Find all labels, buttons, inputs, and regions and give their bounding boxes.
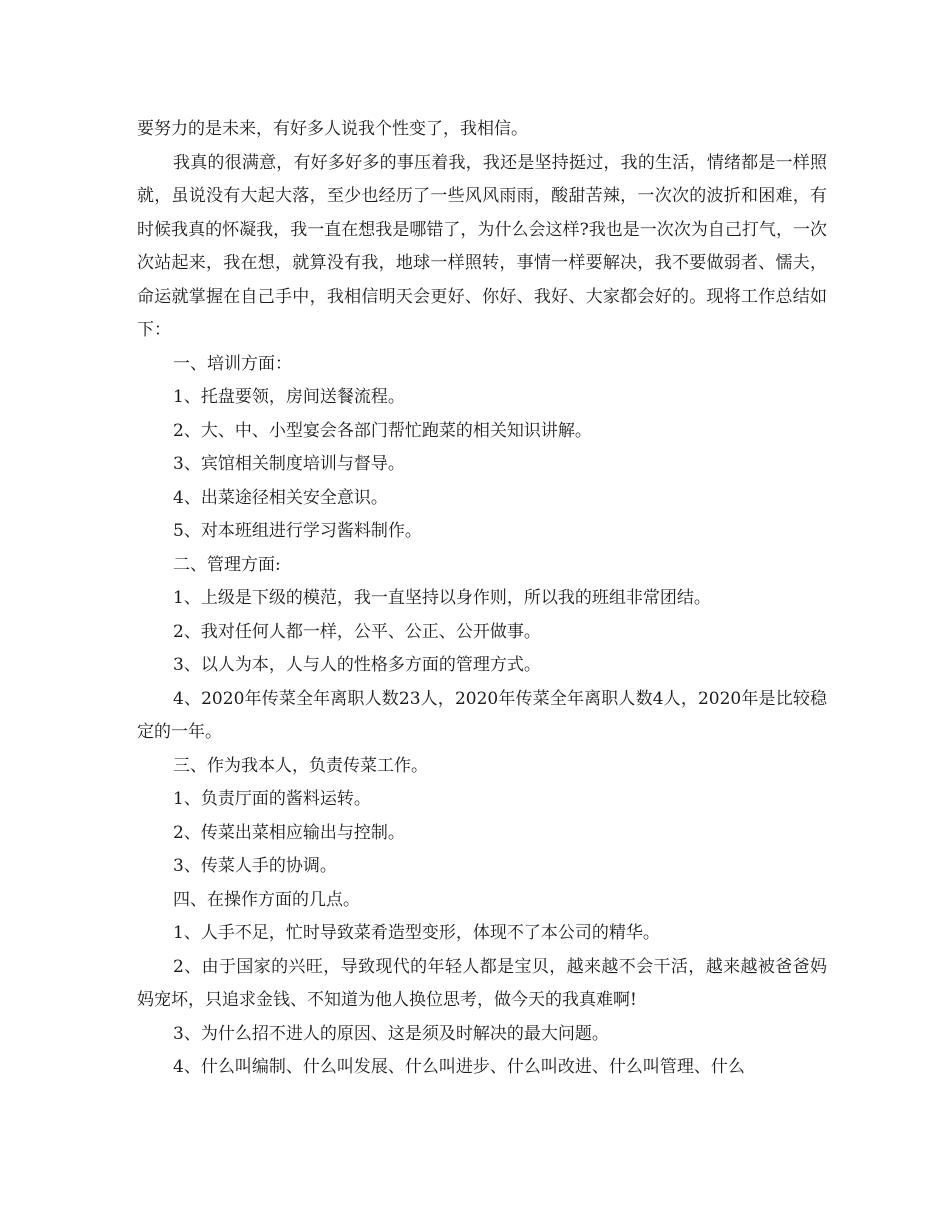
list-item: 2、我对任何人都一样，公平、公正、公开做事。 [173,621,541,642]
paragraph-continuation: 要努力的是未来，有好多人说我个性变了，我相信。 [137,119,528,139]
list-item: 2、大、中、小型宴会各部门帮忙跑菜的相关知识讲解。 [173,420,592,441]
section-heading-operations: 四、在操作方面的几点。 [173,889,360,910]
list-item: 1、人手不足，忙时导致菜肴造型变形，体现不了本公司的精华。 [173,923,660,943]
list-item: 2、由于国家的兴旺，导致现代的年轻人都是宝贝，越来越不会干活，越来越被爸爸妈妈宠坏，只追求金钱、不知道为他人换位思考，做今天的我真难啊! [137,956,827,1010]
list-item: 3、以人为本，人与人的性格多方面的管理方式。 [173,655,541,675]
list-item: 1、负责厅面的酱料运转。 [173,789,371,809]
section-heading-management: 二、管理方面: [173,554,281,575]
list-item: 4、2020年传菜全年离职人数23人，2020年传菜全年离职人数4人，2020年是比较稳定的一年。 [137,688,827,742]
section-heading-training: 一、培训方面： [173,353,292,374]
document-body [137,113,827,1085]
list-item: 2、传菜出菜相应输出与控制。 [173,822,405,843]
section-heading-personal: 三、作为我本人，负责传菜工作。 [173,755,428,776]
list-item: 1、上级是下级的模范，我一直坚持以身作则，所以我的班组非常团结。 [173,588,711,608]
list-item: 1、托盘要领，房间送餐流程。 [173,387,405,407]
list-item: 3、宾馆相关制度培训与督导。 [173,454,405,474]
list-item: 5、对本班组进行学习酱料制作。 [173,521,422,541]
list-item: 4、出菜途径相关安全意识。 [173,487,388,508]
list-item: 3、传菜人手的协调。 [173,856,337,876]
paragraph-intro: 我真的很满意，有好多好多的事压着我，我还是坚持挺过，我的生活，情绪都是一样照就，虽说没有大起大落，至少也经历了一些风风雨雨，酸甜苦辣，一次次的波折和困难，有时候我真的怀凝我，我一直在想我是哪错了，为什么会这样?我也是一次次为自己打气，一次次站起来，我在想，就算没有我，地球一样照转，事情一样要解决，我不要做弱者、懦夫，命运就掌握在自己手中，我相信明天会更好、你好、我好、大家都会好的。现将工作总结如下： [137,152,827,340]
list-item: 3、为什么招不进人的原因、这是须及时解决的最大问题。 [173,1023,609,1044]
list-item: 4、什么叫编制、什么叫发展、什么叫进步、什么叫改进、什么叫管理、什么 [173,1057,745,1077]
